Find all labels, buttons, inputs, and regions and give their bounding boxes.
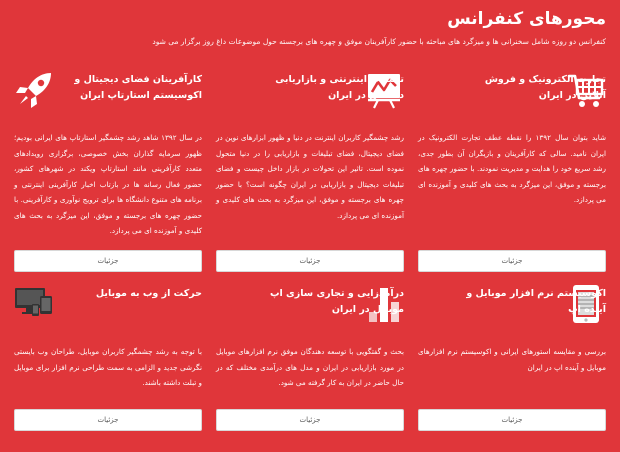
card-description: بحث و گفتگویی با توسعه دهندگان موفق نرم افزارهای موبایل در مورد بازاریابی در ایران و مدل های درآمدی مختلف که در حال حاضر در ایران به کار گرفته می شود. <box>216 347 404 387</box>
card-description: بررسی و مقایسه استورهای ایرانی و اکوسیستم نرم افزارهای موبایل و آینده اپ در ایران <box>418 347 606 372</box>
topic-card-digital-marketing <box>216 70 404 223</box>
details-button-ecommerce[interactable]: جزئیات <box>418 250 606 272</box>
topic-card-mobile-ecosystem <box>418 284 606 375</box>
card-title: تجارت الکترونیک و فروش آنلاین در ایران <box>484 74 606 101</box>
details-button-web-to-mobile[interactable]: جزئیات <box>14 409 202 431</box>
page-title: محورهای کنفرانس <box>447 9 606 29</box>
details-button-startups[interactable]: جزئیات <box>14 250 202 272</box>
page-header <box>14 8 606 47</box>
card-title: درآمدزایی و تجاری سازی اپ موبایل در ایران <box>269 288 404 315</box>
card-title: اکوسیستم نرم افزار موبایل و آینده اپ <box>466 288 606 315</box>
details-button-mobile-ecosystem[interactable]: جزئیات <box>418 409 606 431</box>
topic-card-web-to-mobile <box>14 284 202 391</box>
card-title: کارآفرینان فضای دیجیتال و اکوسیستم استارتاپ ایران <box>74 74 202 101</box>
card-description: رشد چشمگیر کاربران اینترنت در دنیا و ظهور ابزارهای نوین در فضای دیجیتال، فضای تبلیغات و بازاریابی را در دنیا متحول نموده است. تاثیر این تحولات در بازار داخل چیست و فضای تبلیغات دیجیتال و بازاریابی در ایران چگونه است؟ با حضور چهره های برجسته و موفق، این میزگرد به بحث های کلیدی و آموزنده ای می پردازد. <box>216 133 404 220</box>
page-subtitle: کنفرانس دو روزه شامل سخنرانی ها و میزگرد های مباحثه با حضور کارآفرینان موفق و چهره های برجسته حول موضوعات داغ روز برگزار می شود <box>152 37 606 46</box>
devices-icon <box>14 284 54 324</box>
card-description: شاید بتوان سال ۱۳۹۲ را نقطه عطف تجارت الکترونیک در ایران نامید. سالی که کارآفرینان و بازیگران آن بطور جدی، رشد سریع خود را هدایت و مدیریت نمودند. با حضور چهره های برجسته و موفق، این میزگرد به بحث های کلیدی و آموزنده ای می پردازد. <box>418 133 606 204</box>
topic-card-ecommerce <box>418 70 606 208</box>
rocket-icon <box>14 70 54 110</box>
details-button-app-monetization[interactable]: جزئیات <box>216 409 404 431</box>
details-button-digital-marketing[interactable]: جزئیات <box>216 250 404 272</box>
topic-card-app-monetization <box>216 284 404 391</box>
card-description: در سال ۱۳۹۲ شاهد رشد چشمگیر استارتاپ های ایرانی بودیم؛ ظهور سرمایه گذاران بخش خصوصی، برگزاری رویدادهای متعدد کارآفرینی مانند استارتاپ ویکند در شهرهای کشور، حضور فعال رسانه ها در بازتاب اخبار کارآفرینی اینترنتی و برنامه های متنوع دانشگاه ها برای ترویج نوآوری و کارآفرینی. با حضور چهره های برجسته و موفق، این میزگرد به بحث های کلیدی و آموزنده ای می پردازد. <box>14 133 202 235</box>
topic-card-startups <box>14 70 202 239</box>
card-description: با توجه به رشد چشمگیر کاربران موبایل، طراحان وب بایستی نگرشی جدید و الزامی به سمت طراحی نرم افزار برای موبایل و تبلت داشته باشند. <box>14 347 202 387</box>
card-title: تبلیغات اینترنتی و بازاریابی دیجیتال در ایران <box>275 74 404 101</box>
card-title: حرکت از وب به موبایل <box>95 288 202 299</box>
